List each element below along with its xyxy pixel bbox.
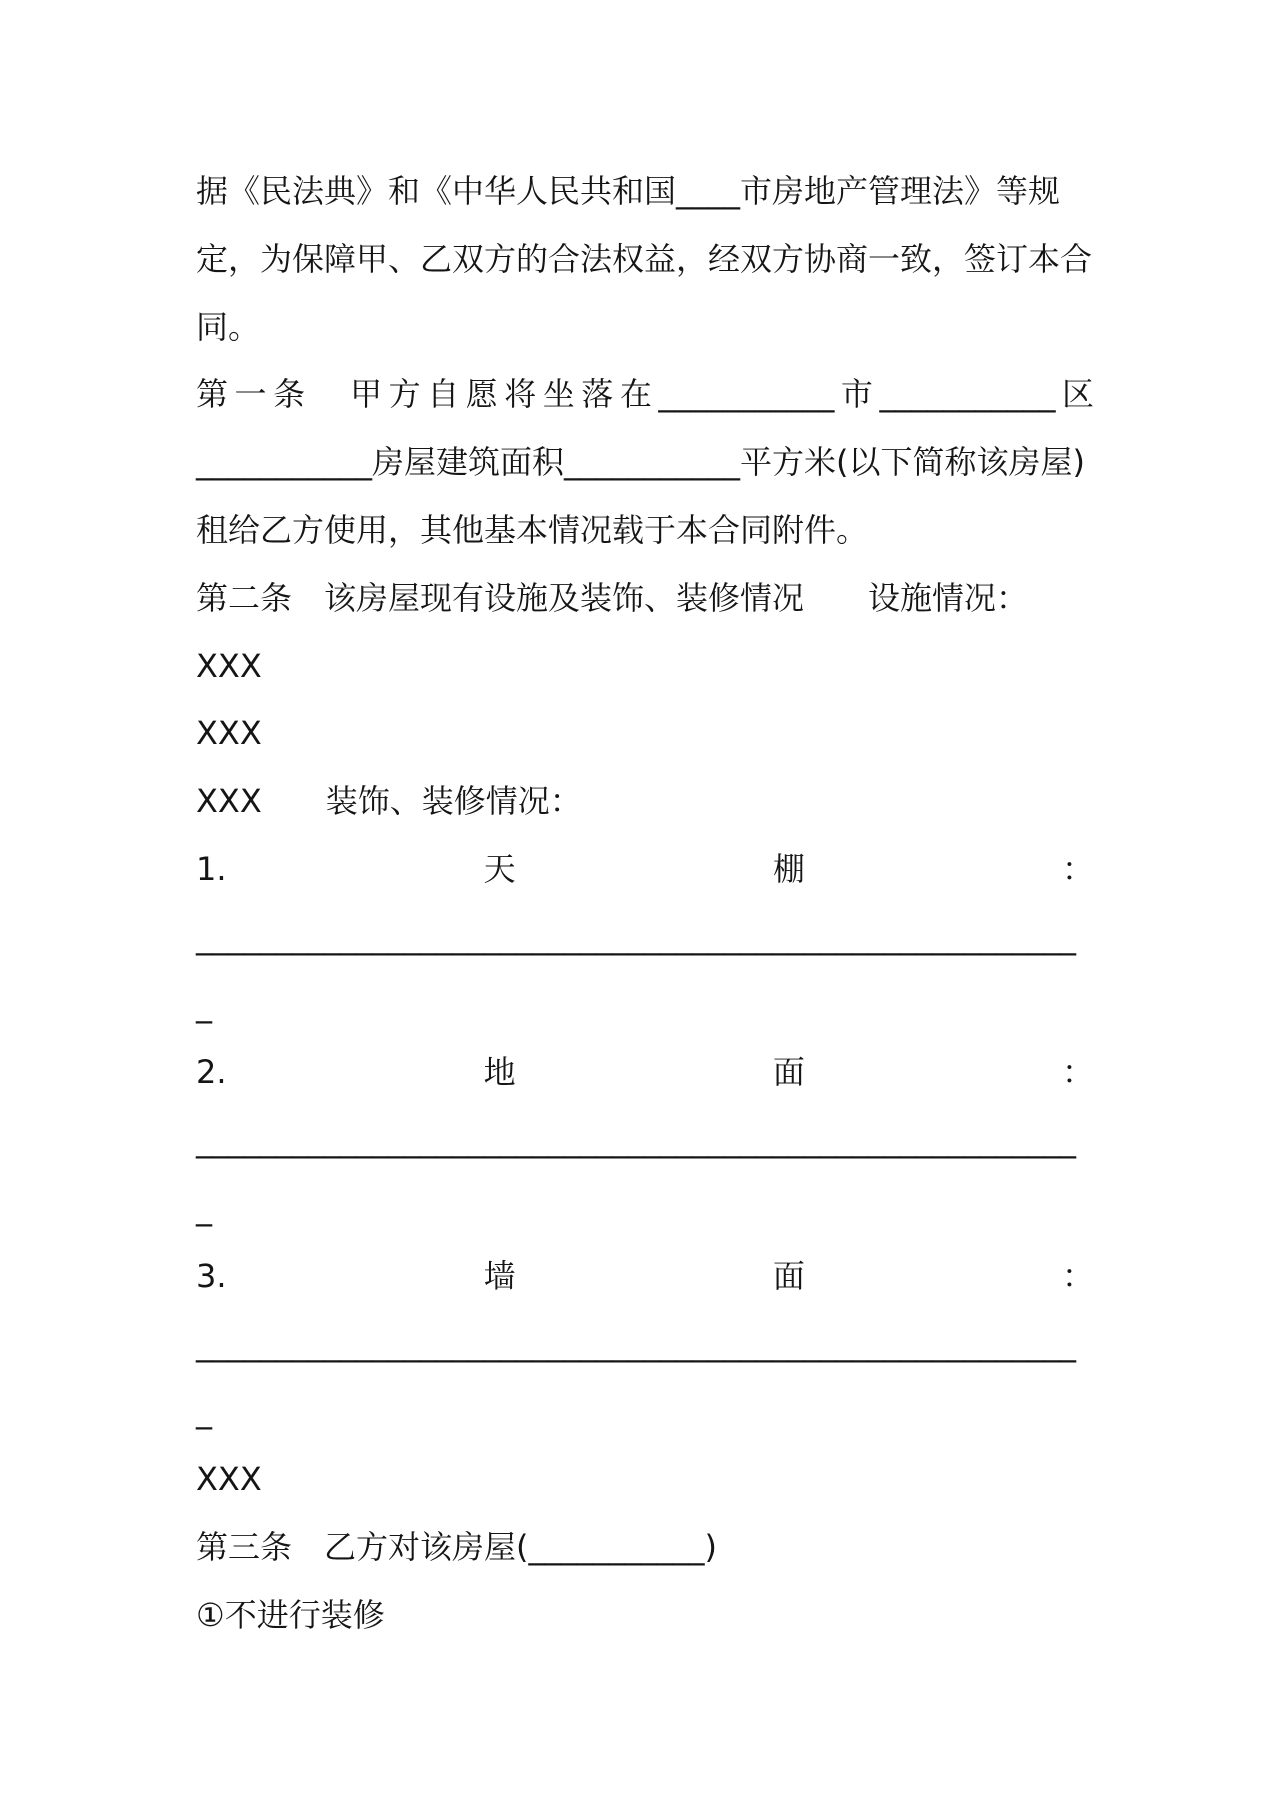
facility-item-3: XXX (196, 782, 262, 821)
decoration-item-3 (196, 1243, 1094, 1311)
decoration-item-2-blank-tail: _ (196, 1188, 212, 1227)
facility-item-2: XXX (196, 714, 262, 753)
decoration-item-3-blank: _______________________________________________________ (196, 1324, 1076, 1363)
decoration-label: 装饰、装修情况： (325, 782, 582, 821)
decoration-item-2-char-1: 地 (483, 1053, 516, 1092)
article-1-line-1: 第一条 甲方自愿将坐落在___________市___________区 (196, 375, 1094, 414)
decoration-item-1 (196, 836, 1094, 904)
facilities-label: 设施情况： (868, 578, 1029, 617)
article-1-line-2: ___________房屋建筑面积___________平方米(以下简称该房屋) (196, 443, 1085, 482)
decoration-item-2-char-2: 面 (772, 1053, 805, 1092)
facility-item-1: XXX (196, 646, 262, 685)
decoration-item-2-blank: _______________________________________________________ (196, 1121, 1076, 1160)
decoration-item-1-index: 1. (196, 849, 227, 888)
decoration-item-3-char-2: 面 (772, 1256, 805, 1295)
article-3-heading: 第三条 乙方对该房屋(___________) (196, 1527, 717, 1566)
facility-item-3-row (196, 768, 1094, 836)
preamble-line-1: 据《民法典》和《中华人民共和国____市房地产管理法》等规 (196, 172, 1061, 210)
decoration-item-1-blank: _______________________________________________________ (196, 917, 1076, 956)
decoration-item-1-char-2: 棚 (772, 849, 805, 888)
decoration-item-2-index: 2. (196, 1053, 227, 1092)
article-2-closing: XXX (196, 1460, 262, 1499)
preamble-line-3: 同。 (196, 307, 261, 346)
article-2-heading (196, 565, 1094, 633)
decoration-item-3-blank-tail: _ (196, 1392, 212, 1431)
decoration-item-1-blank-tail: _ (196, 985, 212, 1024)
article-2-title: 该房屋现有设施及装饰、装修情况 (324, 578, 805, 617)
decoration-item-3-colon: ： (1061, 1256, 1094, 1295)
decoration-item-3-index: 3. (196, 1256, 227, 1295)
article-3-option-1: ①不进行装修 (196, 1595, 385, 1634)
contract-page (196, 158, 1094, 1650)
decoration-item-1-colon: ： (1061, 849, 1094, 888)
decoration-item-1-char-1: 天 (483, 849, 516, 888)
preamble-line-2: 定，为保障甲、乙双方的合法权益，经双方协商一致，签订本合 (196, 239, 1093, 278)
decoration-item-2 (196, 1039, 1094, 1107)
decoration-item-3-char-1: 墙 (483, 1256, 516, 1295)
article-1-line-3: 租给乙方使用，其他基本情况载于本合同附件。 (196, 510, 869, 549)
article-2-number: 第二条 (196, 578, 293, 617)
decoration-item-2-colon: ： (1061, 1053, 1094, 1092)
